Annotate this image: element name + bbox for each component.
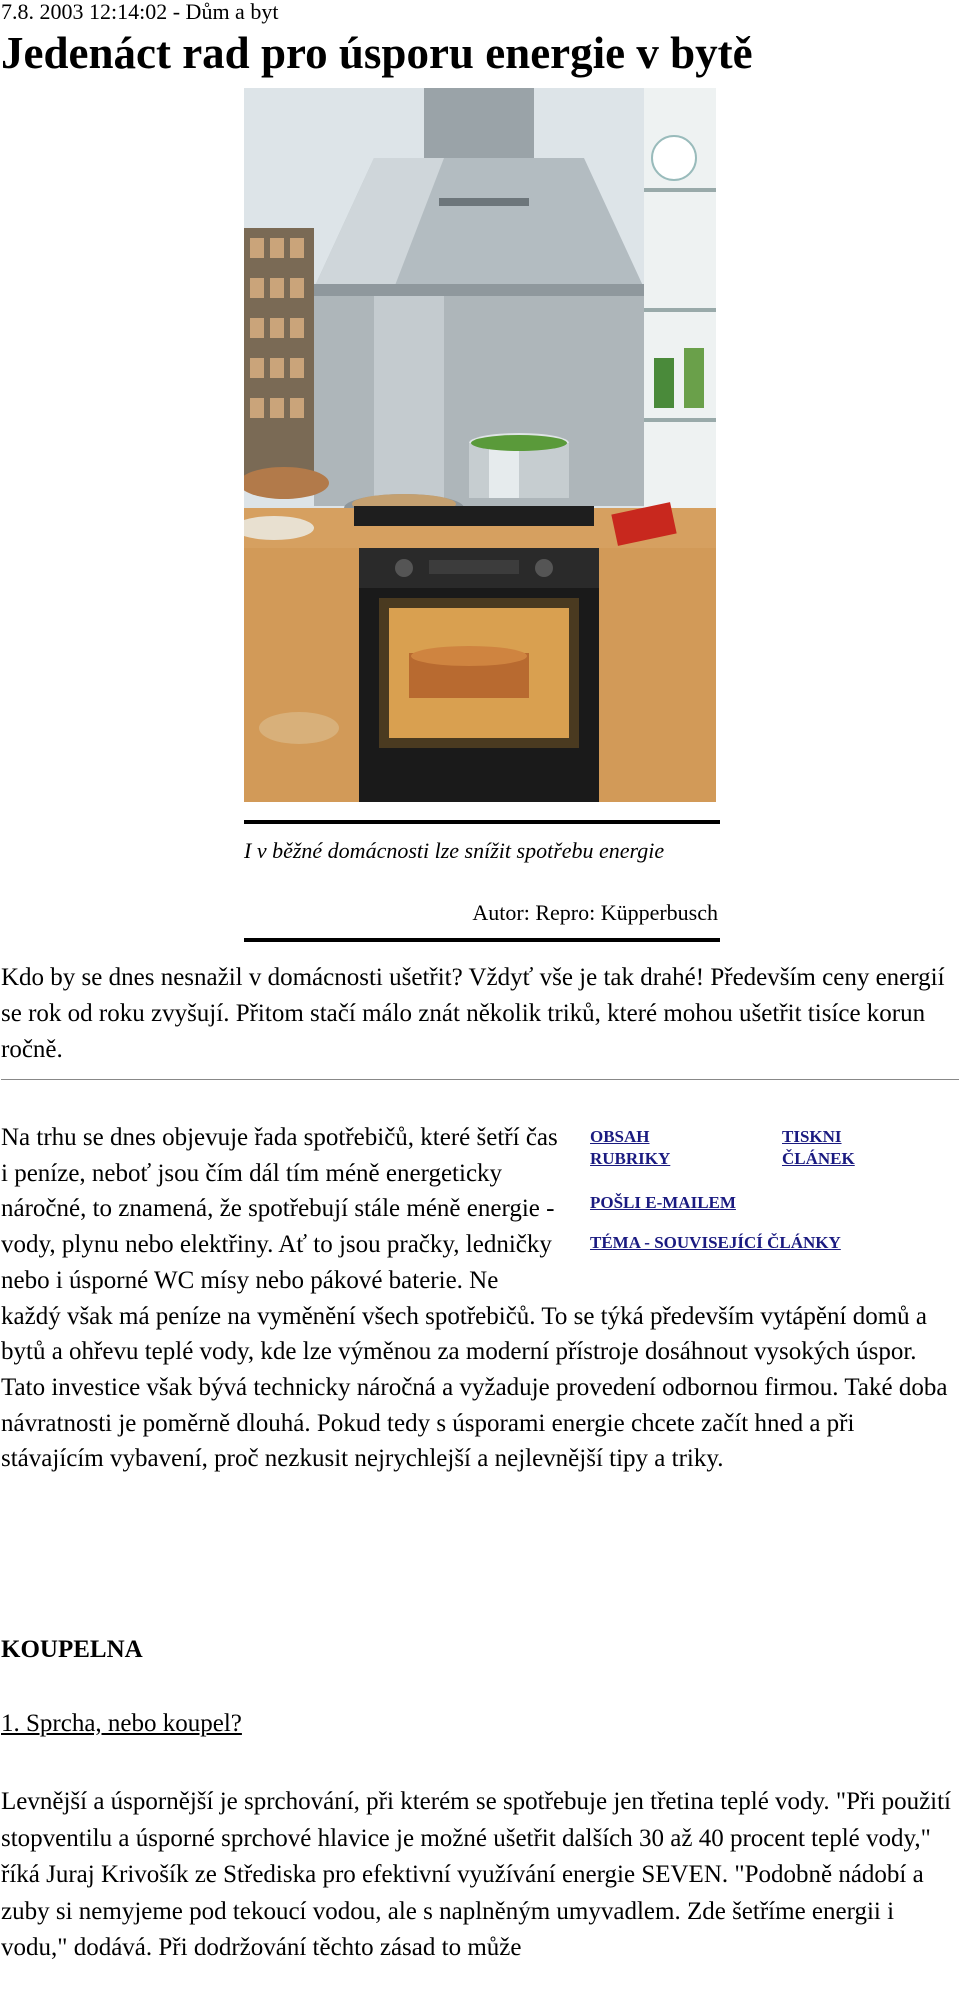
section-heading: KOUPELNA xyxy=(1,1636,143,1663)
photo-caption: I v běžné domácnosti lze snížit spotřebu energie xyxy=(244,838,665,863)
article-dateline: 7.8. 2003 12:14:02 - Dům a byt xyxy=(1,0,279,24)
section-contents-link[interactable]: OBSAH RUBRIKY xyxy=(590,1127,671,1168)
article-lead: Kdo by se dnes nesnažil v domácnosti ušetřit? Vždyť vše je tak drahé! Především ceny energií se rok od roku zvyšují. Přitom stačí málo znát několik triků, které mohou ušetřit tisíce korun ročně. xyxy=(1,964,945,1063)
article-body-text: Na trhu se dnes objevuje řada spotřebičů, které šetří čas i peníze, neboť jsou čím dál tím méně energeticky náročné, to znamená, že spotřebují stále méně energie - vody, plynu nebo elektřiny. Ať to jsou pračky, ledničky nebo i úsporné WC mísy nebo pákové baterie. Ne každý však má peníze na vyměnění všech spotřebičů. To se týká především vytápění domů a bytů a ohřevu teplé vody, kde lze výměnou za moderní přístroje dosáhnout vysokých úspor. Tato investice však bývá technicky náročná a vyžaduje provedení odbornou firmou. Také doba návratnosti je poměrně dlouhá. Pokud tedy s úsporami energie chcete začít hned a při stávajícím vybavení, proč nezkusit nejrychlejší a nejlevnější tipy a triky. xyxy=(1,1124,948,1473)
email-article-link[interactable]: POŠLI E-MAILEM xyxy=(590,1193,736,1212)
related-articles-link[interactable]: TÉMA - SOUVISEJÍCÍ ČLÁNKY xyxy=(590,1233,841,1252)
article-photo xyxy=(244,88,716,802)
kitchen-photo-illustration xyxy=(244,88,716,802)
tip-1-link[interactable]: 1. Sprcha, nebo koupel? xyxy=(1,1710,242,1737)
tip-1-text: Levnější a úspornější je sprchování, při kterém se spotřebuje jen třetina teplé vody. "Při použití stopventilu a úsporné sprchové hlavice je možné ušetřit dalších 30 až 40 procent teplé vody," říká Juraj Krivošík ze Střediska pro efektivní využívání energie SEVEN. "Podobně nádobí a zuby si nemyjeme pod tekoucí vodou, ale s naplněným umyvadlem. Zde šetříme energii i vodu," dodává. Při dodržování těchto zásad to může xyxy=(1,1788,951,1961)
article-body xyxy=(1,1120,956,1477)
article-tools-box xyxy=(576,1124,956,1274)
photo-credit: Autor: Repro: Küpperbusch xyxy=(472,900,718,925)
print-article-link[interactable]: TISKNI ČLÁNEK xyxy=(782,1127,855,1168)
caption-top-rule xyxy=(244,820,720,824)
caption-bottom-rule xyxy=(244,938,720,942)
article-title: Jedenáct rad pro úsporu energie v bytě xyxy=(1,28,753,78)
lead-divider xyxy=(1,1079,959,1080)
